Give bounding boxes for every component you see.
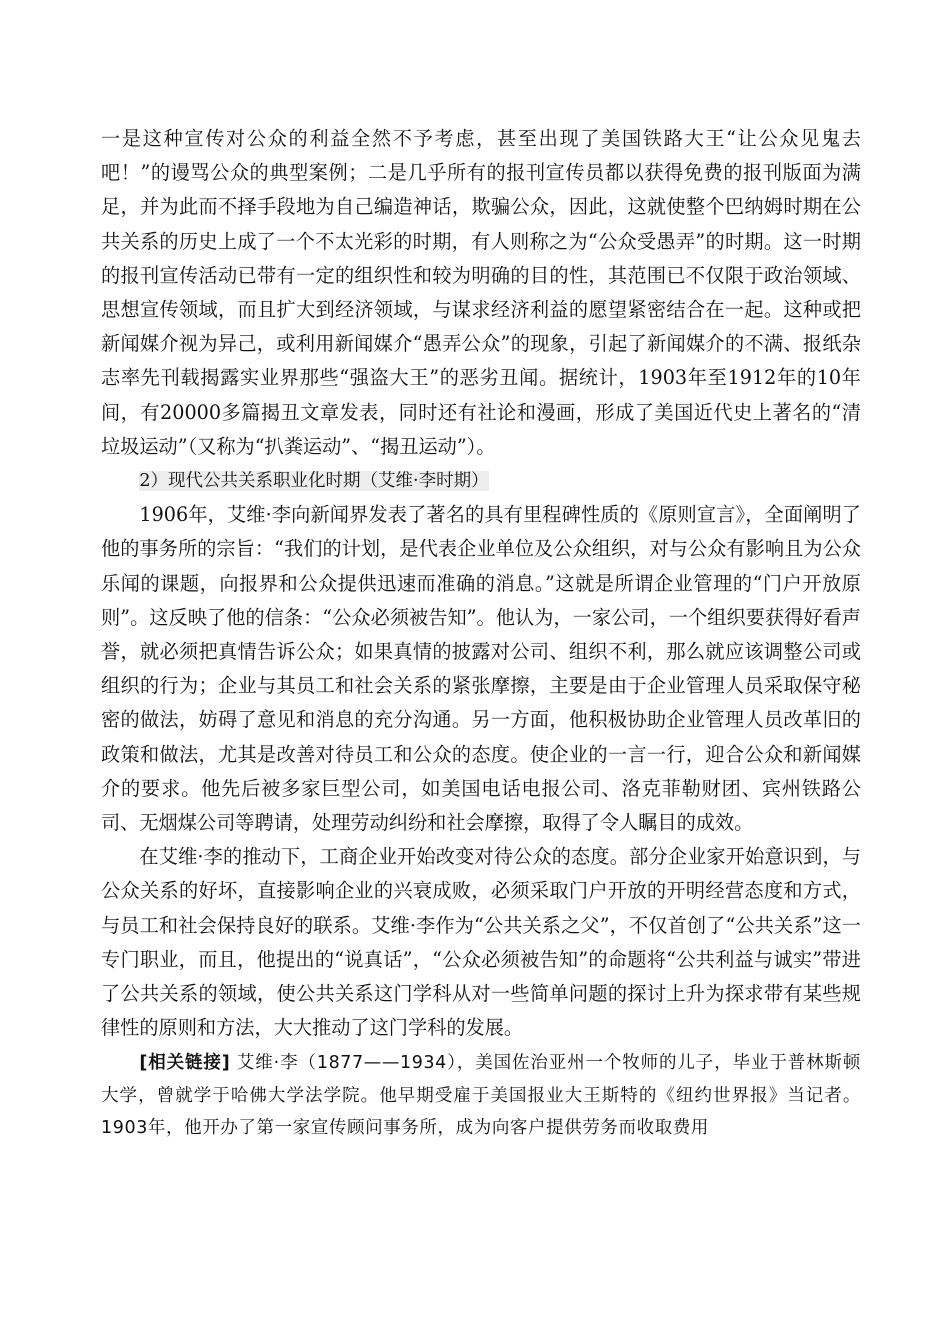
section-heading [101,464,861,498]
related-link-paragraph [101,1047,861,1144]
document-page [101,122,861,1145]
related-link-text: 艾维·李（1877——1934），美国佐治亚州一个牧师的儿子，毕业于普林斯顿大学，曾就学于哈佛大学法学院。他早期受雇于美国报业大王斯特的《纽约世界报》当记者。1903年，他开办了第一家宣传顾问事务所，成为向客户提供劳务而收取费用 [101,1053,861,1139]
related-link-label: [相关链接] [139,1053,231,1074]
section-heading-text: 2）现代公共关系职业化时期（艾维·李时期） [139,471,489,492]
paragraph-declaration-of-principles: 1906年，艾维·李向新闻界发表了著名的具有里程碑性质的《原则宣言》，全面阐明了他的事务所的宗旨：“我们的计划，是代表企业单位及公众组织，对与公众有影响且为公众乐闻的课题，向报界和公众提供迅速而准确的消息。”这就是所谓企业管理的“门户开放原则”。这反映了他的信条：“公众必须被告知”。他认为，一家公司，一个组织要获得好看声誉，就必须把真情告诉公众；如果真情的披露对公司、组织不利，那么就应该调整公司或组织的行为；企业与其员工和社会关系的紧张摩擦，主要是由于企业管理人员采取保守秘密的做法，妨碍了意见和消息的充分沟通。另一方面，他积极协助企业管理人员改革旧的政策和做法，尤其是改善对待员工和公众的态度。使企业的一言一行，迎合公众和新闻媒介的要求。他先后被多家巨型公司，如美国电话电报公司、洛克菲勒财团、宾州铁路公司、无烟煤公司等聘请，处理劳动纠纷和社会摩擦，取得了令人瞩目的成效。 [101,503,861,835]
paragraph-ivy-lee-influence: 在艾维·李的推动下，工商企业开始改变对待公众的态度。部分企业家开始意识到，与公众关系的好坏，直接影响企业的兴衰成败，必须采取门户开放的开明经营态度和方式，与员工和社会保持良好的联系。艾维·李作为“公共关系之父”，不仅首创了“公共关系”这一专门职业，而且，他提出的“说真话”，“公众必须被告知”的命题将“公共利益与诚实”带进了公共关系的领域，使公共关系这门学科从对一些简单问题的探讨上升为探求带有某些规律性的原则和方法，大大推动了这门学科的发展。 [101,845,861,1040]
paragraph-barnum-period: 一是这种宣传对公众的利益全然不予考虑，甚至出现了美国铁路大王“让公众见鬼去吧！”的谩骂公众的典型案例；二是几乎所有的报刊宣传员都以获得免费的报刊版面为满足，并为此而不择手段地为自己编造神话，欺骗公众，因此，这就使整个巴纳姆时期在公共关系的历史上成了一个不太光彩的时期，有人则称之为“公众受愚弄”的时期。这一时期的报刊宣传活动已带有一定的组织性和较为明确的目的性，其范围已不仅限于政治领域、思想宣传领域，而且扩大到经济领域，与谋求经济利益的愿望紧密结合在一起。这种或把新闻媒介视为异己，或利用新闻媒介“愚弄公众”的现象，引起了新闻媒介的不满、报纸杂志率先刊载揭露实业界那些“强盗大王”的恶劣丑闻。据统计，1903年至1912年的10年间，有20000多篇揭丑文章发表，同时还有社论和漫画，形成了美国近代史上著名的“清垃圾运动”（又称为“扒粪运动”、“揭丑运动”）。 [101,127,861,458]
